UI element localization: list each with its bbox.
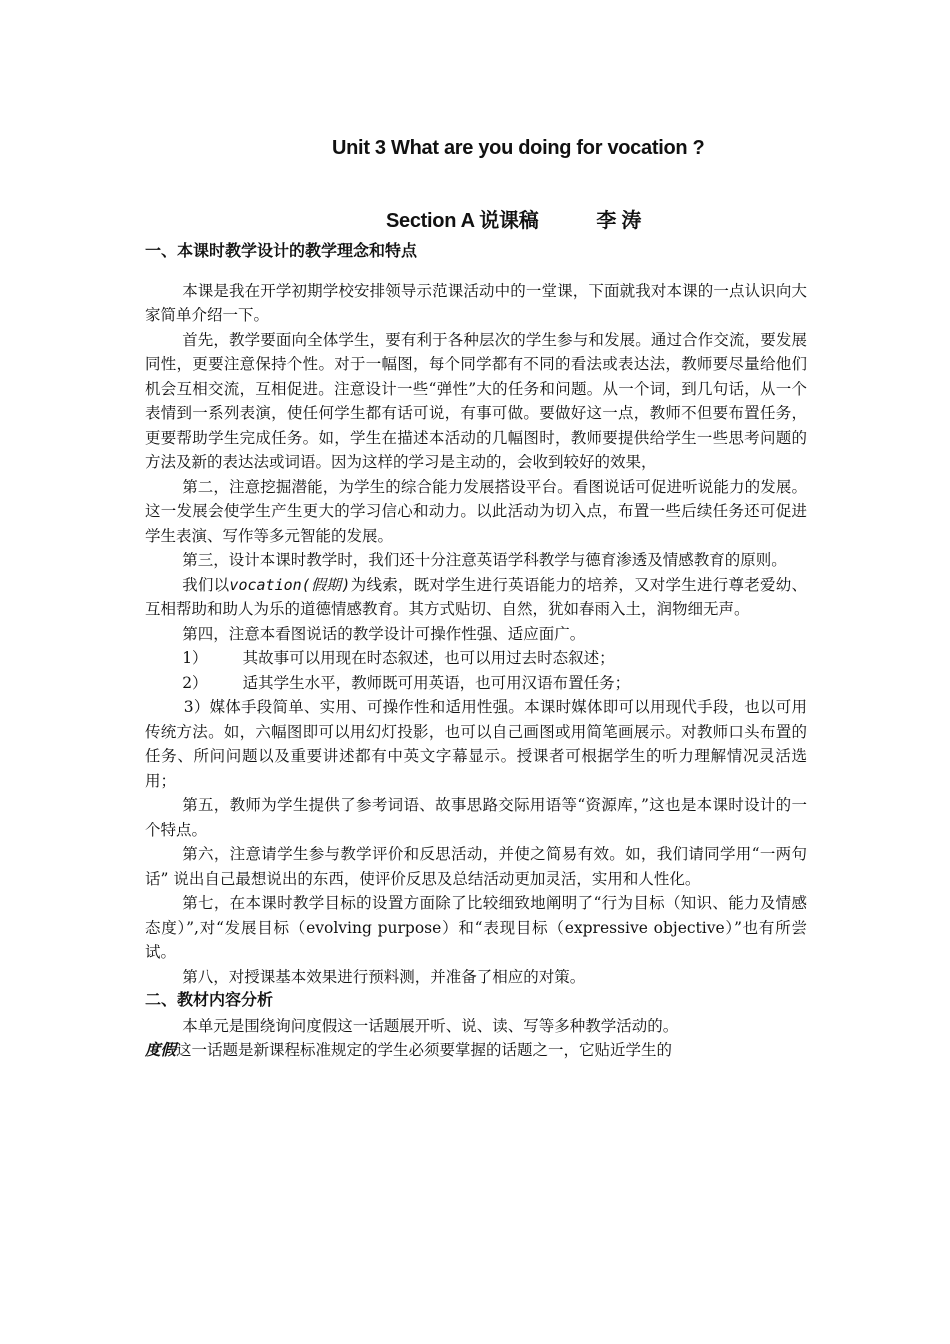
section1-heading: 一、本课时教学设计的教学理念和特点: [145, 243, 418, 260]
list-item-2-text: 适其学生水平，教师既可用英语，也可用汉语布置任务；: [242, 673, 631, 692]
paragraph-eighth: 第八，对授课基本效果进行预料测，并准备了相应的对策。: [182, 967, 586, 986]
list-item-2-number: 2）: [182, 673, 208, 692]
paragraph-first: 首先，教学要面向全体学生，要有利于各种层次的学生参与和发展。通过合作交流，要发展同性，更要注意保持个性。对于一幅图，每个同学都有不同的看法或表达法，教师要尽量给他们机会互相交流，互相促进。注意设计一些“弹性”大的任务和问题。从一个词，到几句话，从一个表情到一系列表演，使任何学生都有话可说，有事可做。要做好这一点，教师不但要布置任务，更要帮助学生完成任务。如，学生在描述本活动的几幅图时，教师要提供给学生一些思考问题的方法及新的表达法或词语。因为这样的学习是主动的，会收到较好的效果，: [145, 330, 807, 471]
document-title: Unit 3 What are you doing for vocation ?: [332, 137, 705, 159]
document-subtitle: [386, 204, 641, 233]
paragraph-third: 第三，设计本课时教学时，我们还十分注意英语学科教学与德育渗透及情感教育的原则。: [182, 551, 787, 569]
subtitle-text: Section A 说课稿: [386, 210, 539, 232]
paragraph-seventh: 第七，在本课时教学目标的设置方面除了比较细致地阐明了“行为目标（知识、能力及情感态度）”,对“发展目标（evolving purpose）和“表现目标（expressive objective）”也有所尝试。: [145, 894, 807, 961]
paragraph-sixth: 第六，注意请学生参与教学评价和反思活动，并使之简易有效。如，我们请同学用“一两句话” 说出自己最想说出的东西，使评价反思及总结活动更加灵活，实用和人性化。: [145, 845, 807, 888]
list-item-3: 3）媒体手段简单、实用、可操作性和适用性强。本课时媒体即可以用现代手段，也以可用传统方法。如，六幅图即可以用幻灯投影，也可以自己画图或用简笔画展示。对教师口头布置的任务、所问问题以及重要讲述都有中英文字幕显示。授课者可根据学生的听力理解情况灵活选用；: [145, 698, 807, 790]
list-item-1-number: 1）: [182, 649, 208, 667]
vocation-post: 为线索，既对学生进行英语能力的培养，又对学生进行尊老爱幼、互相帮助和助人为乐的道德情感教育。其方式贴切、自然，犹如春雨入土，润物细无声。: [145, 575, 807, 618]
paragraph-section2-next: [145, 1038, 807, 1063]
list-item-1: [145, 646, 807, 671]
list-item-1-text: 其故事可以用现在时态叙述，也可以用过去时态叙述；: [242, 649, 615, 667]
section2-heading: 二、教材内容分析: [145, 992, 274, 1009]
paragraph-intro: 本课是我在开学初期学校安排领导示范课活动中的一堂课，下面就我对本课的一点认识向大家简单介绍一下。: [145, 281, 807, 324]
section2-next-text: 这一话题是新课程标准规定的学生必须要掌握的话题之一，它贴近学生的: [176, 1041, 673, 1059]
paragraph-section2-intro: 本单元是围绕询问度假这一话题展开听、说、读、写等多种教学活动的。: [182, 1016, 679, 1035]
paragraph-vocation: [145, 573, 807, 622]
author-name: 李 涛: [596, 210, 642, 232]
list-item-2: [145, 671, 807, 696]
paragraph-fourth: 第四，注意本看图说话的教学设计可操作性强、适应面广。: [182, 624, 586, 643]
holiday-emphasis: 度假: [145, 1040, 177, 1059]
document-body: [145, 240, 807, 1063]
vocation-pre: 我们以: [182, 575, 230, 594]
paragraph-fifth: 第五，教师为学生提供了参考词语、故事思路交际用语等“资源库，”这也是本课时设计的一个特点。: [145, 796, 807, 839]
vocation-emphasis: vocation(假期): [229, 575, 351, 594]
paragraph-second: 第二，注意挖掘潜能，为学生的综合能力发展搭设平台。看图说话可促进听说能力的发展。这一发展会使学生产生更大的学习信心和动力。以此活动为切入点，布置一些后续任务还可促进学生表演、写作等多元智能的发展。: [145, 477, 807, 545]
